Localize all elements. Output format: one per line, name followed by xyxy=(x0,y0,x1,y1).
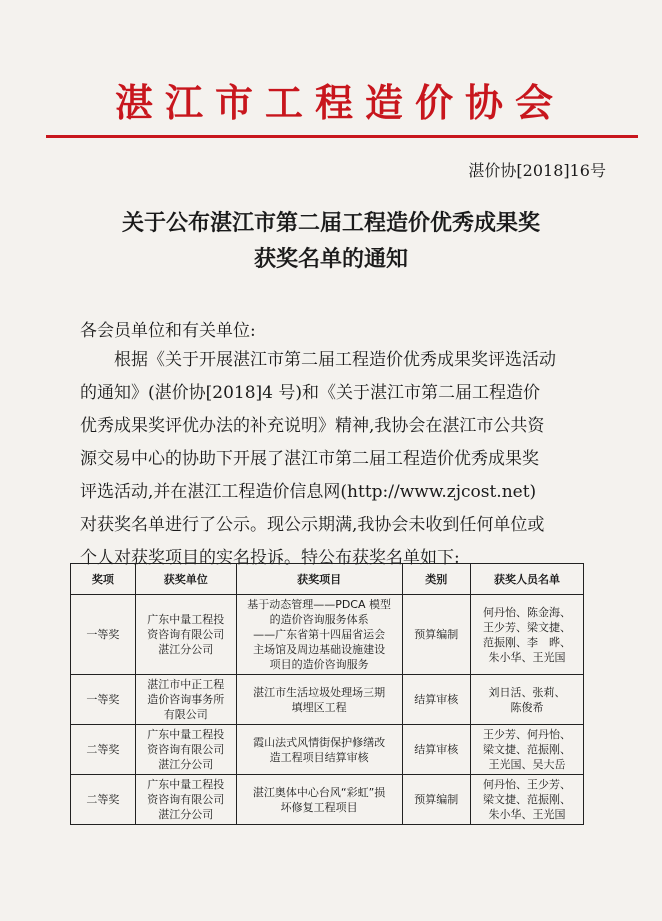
project-line: 的造价咨询服务体系 xyxy=(269,613,369,626)
body-line: 根据《关于开展湛江市第二届工程造价优秀成果奖评选活动 xyxy=(114,350,556,370)
header-category: 类别 xyxy=(402,564,471,595)
unit-line: 湛江分公司 xyxy=(158,808,214,821)
people-line: 王少芳、何丹怡、 xyxy=(483,728,572,741)
people-line: 梁文捷、范振刚、 xyxy=(483,793,572,806)
category-cell: 结算审核 xyxy=(402,725,471,775)
title-line-1: 关于公布湛江市第二届工程造价优秀成果奖 xyxy=(121,210,540,236)
title-line-2: 获奖名单的通知 xyxy=(253,246,408,272)
red-rule-divider xyxy=(46,135,638,138)
unit-line: 湛江分公司 xyxy=(158,758,214,771)
award-cell: 二等奖 xyxy=(71,775,136,825)
unit-line: 资咨询有限公司 xyxy=(147,793,225,806)
people-line: 刘日活、张莉、 xyxy=(488,685,566,699)
header-people: 获奖人员名单 xyxy=(471,564,584,595)
project-line: 坏修复工程项目 xyxy=(280,800,358,814)
people-line: 范振刚、李 晔、 xyxy=(483,635,572,649)
header-project: 获奖项目 xyxy=(236,564,402,595)
unit-line: 广东中量工程投 xyxy=(147,728,225,741)
unit-cell xyxy=(135,725,236,775)
unit-cell xyxy=(135,775,236,825)
table-row xyxy=(71,595,584,675)
body-line: 优秀成果奖评优办法的补充说明》精神,我协会在湛江市公共资 xyxy=(80,416,545,436)
project-line: 基于动态管理——PDCA 模型 xyxy=(247,598,392,611)
project-line: 主场馆及周边基础设施建设 xyxy=(253,643,386,656)
people-line: 梁文捷、范振刚、 xyxy=(483,743,572,756)
project-line: 湛江市生活垃圾处理场三期 xyxy=(253,685,386,699)
category-cell: 预算编制 xyxy=(402,595,471,675)
project-line: ——广东省第十四届省运会 xyxy=(253,628,386,641)
project-line: 项目的造价咨询服务 xyxy=(269,658,369,671)
award-cell: 二等奖 xyxy=(71,725,136,775)
category-cell: 结算审核 xyxy=(402,675,471,725)
body-line: 个人对获奖项目的实名投诉。特公布获奖名单如下: xyxy=(80,548,460,568)
project-cell xyxy=(236,725,402,775)
people-line: 陈俊希 xyxy=(510,700,544,714)
body-line: 的通知》(湛价协[2018]4 号)和《关于湛江市第二届工程造价 xyxy=(80,383,541,403)
body-line: 评选活动,并在湛江工程造价信息网(http://www.zjcost.net) xyxy=(80,482,537,502)
body-line: 源交易中心的协助下开展了湛江市第二届工程造价优秀成果奖 xyxy=(80,449,539,469)
project-line: 湛江奥体中心台风“彩虹”损 xyxy=(252,785,386,799)
salutation: 各会员单位和有关单位: xyxy=(80,321,256,341)
people-cell xyxy=(471,725,584,775)
table-row xyxy=(71,775,584,825)
people-line: 王少芳、梁文捷、 xyxy=(483,620,572,634)
unit-line: 资咨询有限公司 xyxy=(147,743,225,756)
project-line: 填埋区工程 xyxy=(291,700,347,714)
project-cell xyxy=(236,775,402,825)
people-line: 朱小华、王光国 xyxy=(488,650,566,664)
people-line: 朱小华、王光国 xyxy=(488,808,566,821)
people-cell xyxy=(471,595,584,675)
body-line: 对获奖名单进行了公示。现公示期满,我协会未收到任何单位或 xyxy=(80,515,545,535)
table-row xyxy=(71,725,584,775)
unit-line: 广东中量工程投 xyxy=(147,778,225,791)
people-line: 何丹怡、陈金海、 xyxy=(483,605,572,619)
header-unit: 获奖单位 xyxy=(135,564,236,595)
project-cell xyxy=(236,595,402,675)
unit-line: 广东中量工程投 xyxy=(147,613,225,626)
document-number: 湛价协[2018]16号 xyxy=(468,161,606,180)
unit-line: 有限公司 xyxy=(163,708,208,721)
table-row xyxy=(71,675,584,725)
people-cell xyxy=(471,775,584,825)
project-line: 造工程项目结算审核 xyxy=(269,750,369,764)
people-line: 王光国、吴大岳 xyxy=(488,758,566,771)
award-cell: 一等奖 xyxy=(71,595,136,675)
people-line: 何丹怡、王少芳、 xyxy=(483,778,572,791)
header-award: 奖项 xyxy=(71,564,136,595)
unit-line: 资咨询有限公司 xyxy=(147,628,225,641)
table-header-row xyxy=(71,564,584,595)
category-cell: 预算编制 xyxy=(402,775,471,825)
project-cell xyxy=(236,675,402,725)
people-cell xyxy=(471,675,584,725)
unit-line: 湛江分公司 xyxy=(158,643,214,656)
award-cell: 一等奖 xyxy=(71,675,136,725)
body-paragraph xyxy=(80,344,600,575)
letterhead: 湛江市工程造价协会 xyxy=(114,80,565,125)
awards-table xyxy=(70,563,584,825)
unit-line: 湛江市中正工程 xyxy=(147,678,225,691)
notice-title xyxy=(40,205,622,277)
project-line: 霞山法式风情街保护修缮改 xyxy=(253,735,386,749)
unit-line: 造价咨询事务所 xyxy=(147,693,225,706)
unit-cell xyxy=(135,595,236,675)
unit-cell xyxy=(135,675,236,725)
